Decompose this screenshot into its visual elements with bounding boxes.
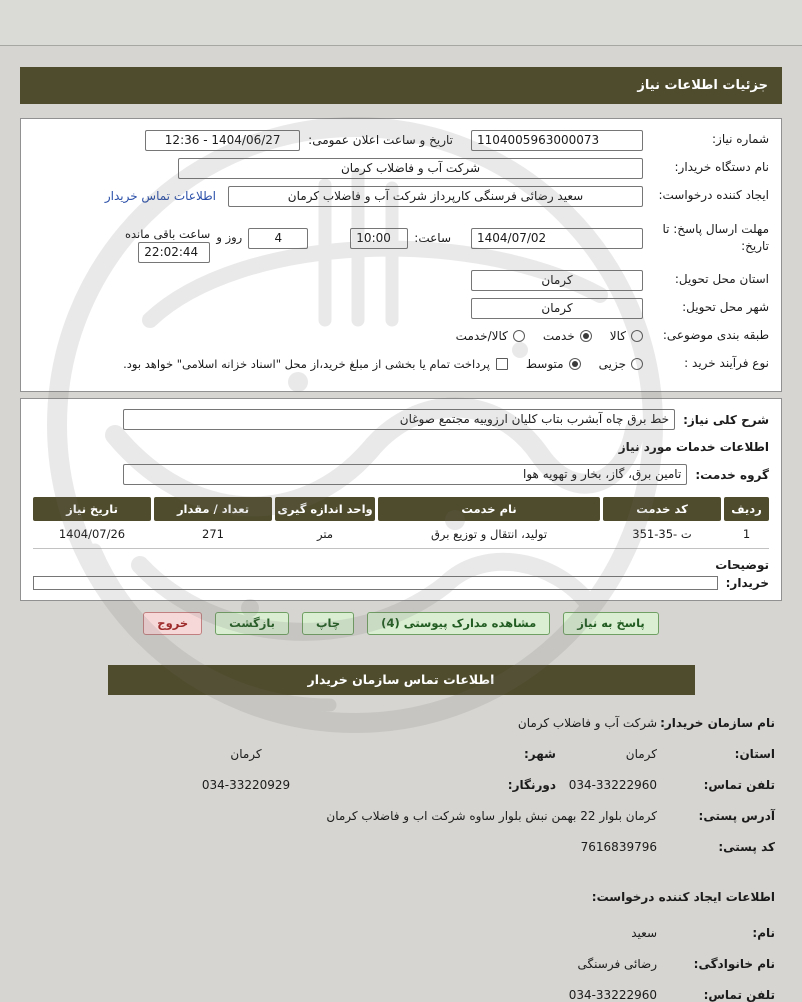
- postal-code-value: 7616839796: [580, 840, 657, 854]
- print-button[interactable]: چاپ: [302, 612, 354, 635]
- treasury-checkbox-label: پرداخت تمام یا بخشی از مبلغ خرید،از محل "اسناد خزانه اسلامی" خواهد بود.: [123, 357, 490, 371]
- radio-goods-icon: [631, 330, 643, 342]
- postal-address-row: [27, 809, 775, 823]
- services-table-header: [33, 497, 769, 521]
- treasury-checkbox-icon: [496, 358, 508, 370]
- need-description-panel: [20, 398, 782, 601]
- need-details-panel: [20, 118, 782, 392]
- table-row: [33, 523, 769, 549]
- radio-minor-icon: [631, 358, 643, 370]
- first-name-label: نام:: [752, 926, 775, 940]
- need-number-row: [33, 129, 769, 151]
- request-creator-input[interactable]: سعید رضائی فرسنگی کارپرداز شرکت آب و فاضلاب کرمان: [228, 186, 643, 207]
- col-header-index: ردیف: [724, 497, 769, 521]
- org-name-label: نام سازمان خریدار:: [660, 716, 775, 730]
- view-attachments-button[interactable]: مشاهده مدارک پیوستی (4): [367, 612, 550, 635]
- action-buttons-row: [0, 612, 802, 635]
- delivery-city-row: [33, 297, 769, 319]
- col-header-code: کد خدمت: [603, 497, 721, 521]
- contact-city-value: کرمان: [230, 747, 262, 761]
- deadline-label: مهلت ارسال پاسخ: تا تاریخ:: [662, 221, 769, 253]
- purchase-process-group: [123, 357, 643, 371]
- subject-classification-row: [33, 325, 769, 347]
- radio-service-icon: [580, 330, 592, 342]
- requester-info: [27, 926, 775, 1002]
- buyer-notes-input[interactable]: [33, 576, 718, 590]
- buyer-org-row: [33, 157, 769, 179]
- radio-goods-service[interactable]: [456, 329, 525, 343]
- deadline-time-label: ساعت:: [414, 231, 451, 245]
- col-header-date: تاریخ نیاز: [33, 497, 151, 521]
- purchase-process-label: نوع فرآیند خرید :: [684, 356, 769, 371]
- radio-service[interactable]: [543, 329, 592, 343]
- remaining-time-group: [125, 227, 210, 263]
- radio-medium[interactable]: [526, 357, 581, 371]
- buyer-notes-row: [33, 576, 769, 590]
- need-description-input[interactable]: خط برق چاه آبشرب بتاب کلیان ارزوییه مجتمع صوغان: [123, 409, 675, 430]
- delivery-province-row: [33, 269, 769, 291]
- postal-address-label: آدرس پستی:: [698, 809, 775, 823]
- cell-date: 1404/07/26: [58, 527, 126, 541]
- remaining-time-label: ساعت باقی مانده: [124, 227, 211, 241]
- last-name-row: [27, 957, 775, 971]
- subject-classification-group: [438, 329, 643, 343]
- deadline-time-input[interactable]: 10:00: [350, 228, 408, 249]
- remaining-time-input[interactable]: 22:02:44: [138, 242, 210, 263]
- treasury-checkbox-item[interactable]: [123, 357, 508, 371]
- cell-name: تولید، انتقال و توزیع برق: [430, 527, 548, 541]
- top-strip: [0, 0, 802, 46]
- radio-service-label: خدمت: [542, 329, 575, 343]
- delivery-province-input[interactable]: کرمان: [471, 270, 643, 291]
- purchase-process-row: [33, 353, 769, 375]
- first-name-row: [27, 926, 775, 940]
- service-group-input[interactable]: تامین برق، گاز، بخار و تهویه هوا: [123, 464, 687, 485]
- announce-datetime-input[interactable]: 1404/06/27 - 12:36: [145, 130, 300, 151]
- deadline-date-input[interactable]: 1404/07/02: [471, 228, 643, 249]
- contact-fax-label: دورنگار:: [507, 778, 556, 792]
- request-creator-label: ایجاد کننده درخواست:: [658, 188, 769, 203]
- contact-province-value: کرمان: [625, 747, 657, 761]
- need-description-label: شرح کلی نیاز:: [683, 412, 769, 427]
- requester-phone-row: [27, 988, 775, 1002]
- buyer-org-input[interactable]: شرکت آب و فاضلاب کرمان: [178, 158, 643, 179]
- contact-phone-number: 034-33222960: [568, 778, 657, 792]
- buyer-notes-label: خریدار:: [725, 576, 769, 590]
- back-button[interactable]: بازگشت: [215, 612, 289, 635]
- last-name-label: نام خانوادگی:: [693, 957, 775, 971]
- need-number-label: شماره نیاز:: [712, 132, 769, 147]
- services-table: [33, 497, 769, 549]
- service-group-label: گروه خدمت:: [695, 467, 769, 482]
- first-name-value: سعید: [631, 926, 657, 940]
- remaining-days-unit-label: روز و: [216, 230, 243, 245]
- contact-province-label: استان:: [734, 747, 775, 761]
- buyer-contact-link[interactable]: اطلاعات تماس خریدار: [104, 189, 216, 203]
- request-creator-row: [33, 185, 769, 207]
- requester-phone-number: 034-33222960: [568, 988, 657, 1002]
- respond-to-need-button[interactable]: پاسخ به نیاز: [563, 612, 658, 635]
- delivery-city-input[interactable]: کرمان: [471, 298, 643, 319]
- last-name-value: رضائی فرسنگی: [577, 957, 657, 971]
- contact-city-label: شهر:: [524, 747, 556, 761]
- requester-section-header: اطلاعات ایجاد کننده درخواست:: [591, 890, 775, 904]
- col-header-qty: تعداد / مقدار: [154, 497, 272, 521]
- col-header-name: نام خدمت: [378, 497, 600, 521]
- need-description-row: [33, 409, 769, 430]
- radio-medium-label: متوسط: [525, 357, 564, 371]
- services-section-header: اطلاعات خدمات مورد نیاز: [618, 440, 769, 454]
- radio-goods-service-icon: [513, 330, 525, 342]
- cell-code: ت -35-351: [632, 527, 692, 541]
- org-name-value: شرکت آب و فاضلاب کرمان: [517, 716, 657, 730]
- contact-phone-label: تلفن تماس:: [703, 778, 775, 792]
- page-title: جزئیات اطلاعات نیاز: [20, 67, 782, 104]
- deadline-row: [33, 213, 769, 263]
- contact-fax-number: 034-33220929: [201, 778, 291, 792]
- contact-phone-value: [562, 778, 657, 792]
- cell-index: 1: [742, 527, 751, 541]
- need-number-input[interactable]: 1104005963000073: [471, 130, 643, 151]
- service-group-row: [33, 464, 769, 485]
- requester-phone-label: تلفن تماس:: [703, 988, 775, 1002]
- delivery-province-label: استان محل تحویل:: [674, 272, 769, 287]
- requester-phone-value: [27, 988, 657, 1002]
- cell-unit: متر: [317, 527, 333, 541]
- buyer-contact-section-header: اطلاعات تماس سازمان خریدار: [108, 665, 695, 695]
- col-header-unit: واحد اندازه گیری: [275, 497, 375, 521]
- phone-fax-row: [27, 778, 775, 792]
- radio-goods[interactable]: [610, 329, 643, 343]
- contact-fax-value: [27, 778, 465, 792]
- delivery-city-label: شهر محل تحویل:: [682, 300, 769, 315]
- exit-button[interactable]: خروج: [143, 612, 202, 635]
- postal-code-row: [27, 840, 775, 854]
- cell-qty: 271: [202, 527, 224, 541]
- radio-minor-label: جزیی: [598, 357, 626, 371]
- buyer-org-label: نام دستگاه خریدار:: [674, 160, 769, 175]
- radio-minor[interactable]: [599, 357, 643, 371]
- radio-goods-label: کالا: [609, 329, 626, 343]
- buyer-contact-info: [27, 716, 775, 854]
- announce-datetime-label: تاریخ و ساعت اعلان عمومی:: [308, 133, 453, 147]
- org-name-row: [27, 716, 775, 730]
- postal-code-label: کد پستی:: [718, 840, 775, 854]
- postal-address-value: کرمان بلوار 22 بهمن نبش بلوار ساوه شرکت اب و فاضلاب کرمان: [326, 809, 657, 823]
- radio-goods-service-label: کالا/خدمت: [455, 329, 508, 343]
- remaining-days-input[interactable]: 4: [248, 228, 308, 249]
- subject-classification-label: طبقه بندی موضوعی:: [662, 328, 769, 343]
- notes-header: توضیحات: [715, 558, 769, 572]
- province-city-row: [27, 747, 775, 761]
- radio-medium-icon: [569, 358, 581, 370]
